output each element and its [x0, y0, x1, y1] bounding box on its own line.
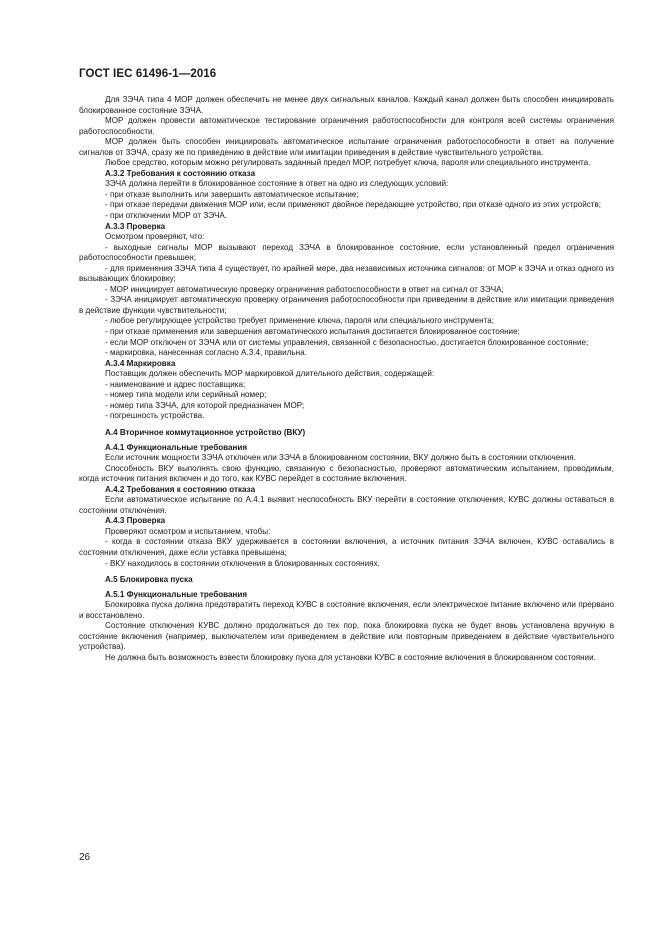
paragraph: МОР должен провести автоматическое тестирование ограничения работоспособности для контроля всей системы ограничения работоспособности.: [79, 116, 614, 136]
list-item: - номер типа ЗЭЧА, для которой предназначен МОР;: [105, 400, 305, 410]
paragraph: Если автоматическое испытание по А.4.1 выявит неспособность ВКУ перейти в состояние отключения, КУВС должны оставаться в состоянии отключения.: [79, 495, 614, 515]
list-item: - если МОР отключен от ЗЭЧА или от системы управления, связанной с безопасностью, достигается блокированное состояние;: [105, 337, 589, 347]
list-item: - номер типа модели или серийный номер;: [105, 390, 267, 400]
list-item: - ЗЭЧА инициирует автоматическую проверку ограничения работоспособности при приведении в действие или имитации приведения в действие функции чувствительности;: [79, 295, 614, 315]
paragraph: Для ЗЭЧА типа 4 МОР должен обеспечить не менее двух сигнальных каналов. Каждый канал должен быть способен инициировать блокированное состояние ЗЭЧА.: [79, 95, 614, 115]
section-heading: А.4.3 Проверка: [105, 516, 166, 526]
list-item: - выходные сигналы МОР вызывают переход ЗЭЧА в блокированное состояние, если установленный предел ограничения работоспособности превышен;: [79, 242, 614, 263]
document-body: [79, 95, 614, 663]
list-item: - когда в состоянии отказа ВКУ удерживается в состоянии включения, а источник питания ЗЭЧА включен, КУВС оставались в состоянии отключения, даже если уставка превышена;: [79, 537, 614, 557]
paragraph: Способность ВКУ выполнять свою функцию, связанную с безопасностью, проверяют автоматическим испытанием, проводимым, когда источник питания включен и до того, как КУВС перейдет в состояние включения.: [79, 463, 614, 484]
section-heading: А.4.2 Требования к состоянию отказа: [105, 484, 256, 494]
list-item: - для применения ЗЭЧА типа 4 существует, по крайней мере, два независимых источника сигналов: от МОР к ЗЭЧА и отказ одного из вызывающих блокировку;: [79, 263, 614, 284]
paragraph: Состояние отключения КУВС должно продолжаться до тех пор, пока блокировка пуска не будет вновь установлена вручную в состояние включения (например, выключателем или приведением в действие или повторным приведением в действие чувствительного устройства).: [79, 621, 614, 652]
paragraph: ЗЭЧА должна перейти в блокированное состояние в ответ на одно из следующих условий:: [105, 179, 449, 189]
paragraph: Поставщик должен обеспечить МОР маркировкой длительного действия, содержащей:: [105, 369, 435, 379]
section-heading: А.3.4 Маркировка: [105, 358, 176, 368]
list-item: - при отключении МОР от ЗЭЧА.: [105, 211, 228, 221]
list-item: - наименование и адрес поставщика;: [105, 379, 246, 389]
page-number: 26: [79, 852, 91, 863]
document-header-title: ГОСТ IEC 61496-1—2016: [79, 68, 217, 80]
list-item: - маркировка, нанесенная согласно А.3.4, правильна.: [105, 348, 307, 358]
list-item: - МОР инициирует автоматическую проверку ограничения работоспособности в ответ на сигнал от ЗЭЧА;: [105, 284, 504, 294]
section-heading: А.3.2 Требования к состоянию отказа: [105, 168, 256, 178]
paragraph: Не должна быть возможность взвести блокировку пуска для установки КУВС в состояние включения в блокированном состоянии.: [105, 652, 596, 662]
paragraph: Блокировка пуска должна предотвратить переход КУВС в состояние включения, если электрическое питание включено или прервано и восстановлено.: [79, 600, 614, 620]
list-item: - при отказе передачи движения МОР или, если применяют двойное передающее устройство, при отказе одного из этих устройств;: [105, 200, 602, 210]
list-item: - при отказе выполнить или завершить автоматическое испытание;: [105, 189, 359, 199]
section-heading: А.5 Блокировка пуска: [105, 575, 193, 585]
list-item: - погрешность устройства.: [105, 411, 205, 421]
paragraph: Любое средство, которым можно регулировать заданный предел МОР, потребует ключа, пароля или специального инструмента.: [105, 158, 591, 168]
section-heading: А.4.1 Функциональные требования: [105, 442, 248, 452]
list-item: - при отказе применения или завершения автоматического испытания достигается блокированное состояние;: [105, 327, 520, 337]
paragraph: Осмотром проверяют, что:: [105, 232, 205, 242]
paragraph: Проверяют осмотром и испытанием, чтобы:: [105, 526, 271, 536]
list-item: - любое регулирующее устройство требует применение ключа, пароля или специального инструмента;: [105, 316, 494, 326]
section-heading: А.4 Вторичное коммутационное устройство (ВКУ): [105, 427, 306, 437]
paragraph: Если источник мощности ЗЭЧА отключен или ЗЭЧА в блокированном состоянии, ВКУ должно быть в состоянии отключения.: [105, 453, 576, 463]
paragraph: МОР должен быть способен инициировать автоматическое испытание ограничения работоспособности в ответ на получение сигналов от ЗЭЧА, сразу же по приведению в действие или имитации приведения в действие чувствительного устройства.: [79, 137, 614, 157]
section-heading: А.3.3 Проверка: [105, 221, 166, 231]
section-heading: А.5.1 Функциональные требования: [105, 589, 248, 599]
list-item: - ВКУ находилось в состоянии отключения в блокированных состояниях.: [105, 558, 380, 568]
